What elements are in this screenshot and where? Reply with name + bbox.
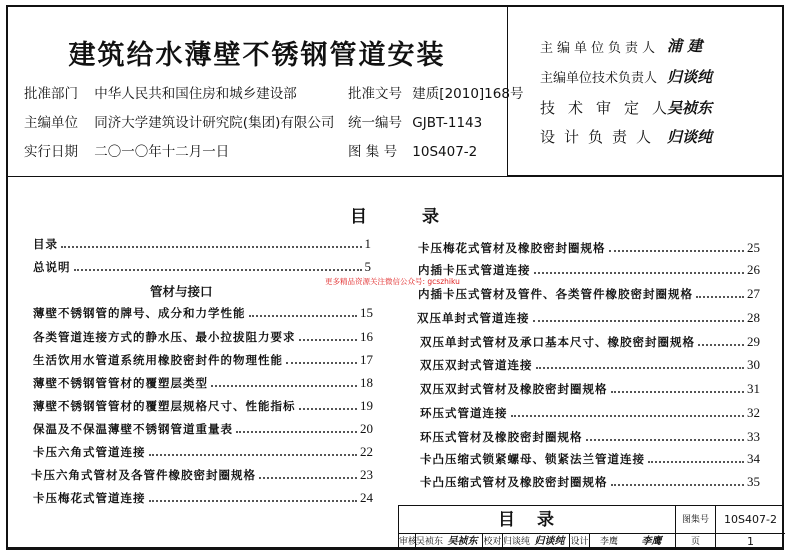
title-block-title: 目录	[399, 506, 676, 534]
watermark-text: 更多精品资源关注微信公众号: gcszhiku	[325, 277, 460, 286]
toc-entry-page: 23	[360, 467, 373, 482]
signature: 浦 建	[667, 37, 703, 55]
toc-entry-page: 15	[360, 305, 373, 320]
design-signature: 李鹰	[628, 534, 676, 550]
leader-dots	[299, 339, 358, 341]
page-label: 页	[676, 534, 716, 550]
toc-entry-title: 总说明	[33, 260, 71, 274]
section-heading-pipes-joints: 管材与接口	[150, 284, 213, 299]
toc-entry[interactable]	[33, 352, 373, 368]
toc-entry-title: 薄壁不锈钢管管材的覆塑层类型	[33, 376, 208, 390]
approval-dept-label: 批准部门	[24, 86, 78, 102]
atlas-no-row	[348, 140, 477, 160]
toc-entry-title: 卡凸压缩式管材及橡胶密封圈规格	[420, 475, 608, 489]
review-name: 吴祯东	[416, 537, 444, 547]
review-signature: 吴祯东	[443, 534, 483, 550]
check-label: 校对	[483, 534, 503, 550]
signature: 归谈纯	[667, 128, 713, 146]
editor-unit-label: 主编单位	[24, 115, 78, 131]
effective-date-label: 实行日期	[24, 144, 78, 160]
toc-entry-page: 25	[747, 240, 760, 255]
design-label: 设计	[570, 534, 590, 550]
toc-entry-page: 20	[360, 421, 373, 436]
toc-entry[interactable]	[418, 240, 760, 256]
approval-no-label: 批准文号	[348, 86, 402, 102]
toc-entry-title: 生活饮用水管道系统用橡胶密封件的物理性能	[33, 353, 283, 367]
header-panel	[6, 5, 524, 177]
leader-dots	[696, 296, 744, 298]
toc-entry-title: 双压单封式管道连接	[417, 311, 530, 325]
toc-heading-right: 录	[422, 207, 439, 227]
leader-dots	[249, 315, 358, 317]
leader-dots	[648, 461, 744, 463]
toc-entry-title: 双压双封式管材及橡胶密封圈规格	[420, 382, 608, 396]
toc-entry-page: 17	[360, 352, 373, 367]
review-label: 审核	[399, 534, 416, 550]
toc-entry[interactable]	[33, 329, 373, 345]
toc-entry[interactable]	[33, 421, 373, 437]
leader-dots	[609, 250, 745, 252]
unified-no-label: 统一编号	[348, 115, 402, 131]
toc-entry-page: 29	[747, 334, 760, 349]
approval-no-value: 建质[2010]168号	[412, 86, 524, 102]
atlas-no-value: 10S407-2	[412, 144, 478, 160]
signature-role: 技术审定人	[540, 99, 681, 117]
leader-dots	[299, 408, 358, 410]
leader-dots	[149, 454, 358, 456]
signature-role: 主编单位技术负责人	[540, 71, 658, 86]
editor-unit-row	[24, 111, 334, 131]
leader-dots	[511, 415, 745, 417]
toc-entry-page: 35	[747, 474, 760, 489]
toc-entry-title: 卡压六角式管材及各管件橡胶密封圈规格	[31, 468, 256, 482]
toc-entry[interactable]	[418, 286, 760, 302]
toc-entry[interactable]	[33, 305, 373, 321]
toc-entry[interactable]	[33, 236, 371, 252]
atlas-no-label: 图 集 号	[348, 144, 398, 160]
effective-date-row	[24, 140, 229, 160]
signature-panel	[507, 5, 784, 177]
atlas-no-value: 10S407-2	[716, 506, 785, 534]
leader-dots	[586, 439, 745, 441]
toc-entry-title: 内插卡压式管道连接	[418, 263, 531, 277]
toc-entry-title: 目录	[33, 237, 58, 251]
toc-entry-page: 19	[360, 398, 373, 413]
toc-entry[interactable]	[420, 429, 760, 445]
signature-role: 设计负责人	[540, 128, 661, 146]
toc-entry-page: 28	[747, 310, 760, 325]
toc-entry-page: 18	[360, 375, 373, 390]
unified-no-row	[348, 111, 482, 131]
toc-entry[interactable]	[33, 259, 371, 275]
toc-entry-page: 33	[747, 429, 760, 444]
page-value: 1	[747, 535, 754, 548]
approval-no-row	[348, 82, 523, 102]
leader-dots	[698, 344, 744, 346]
leader-dots	[211, 385, 357, 387]
leader-dots	[74, 269, 362, 271]
leader-dots	[61, 246, 362, 248]
toc-entry-page: 30	[747, 357, 760, 372]
leader-dots	[611, 391, 745, 393]
toc-entry-page: 16	[360, 329, 373, 344]
toc-entry-title: 卡压梅花式管道连接	[33, 491, 146, 505]
toc-entry[interactable]	[33, 375, 373, 391]
toc-entry-title: 环压式管道连接	[420, 406, 508, 420]
toc-entry[interactable]	[418, 262, 760, 278]
signature: 吴祯东	[667, 99, 713, 117]
toc-entry-title: 薄壁不锈钢管的牌号、成分和力学性能	[33, 306, 246, 320]
toc-entry-page: 34	[747, 451, 760, 466]
toc-entry[interactable]	[420, 474, 760, 490]
editor-unit-value: 同济大学建筑设计研究院(集团)有限公司	[94, 115, 335, 131]
approval-dept-row	[24, 82, 297, 102]
leader-dots	[259, 477, 357, 479]
atlas-no-label: 图集号	[676, 506, 716, 534]
toc-entry[interactable]	[420, 381, 760, 397]
toc-entry-page: 22	[360, 444, 373, 459]
title-block	[398, 505, 784, 550]
toc-entry-page: 27	[747, 286, 760, 301]
toc-entry-title: 卡凸压缩式锁紧螺母、锁紧法兰管道连接	[420, 452, 645, 466]
unified-no-value: GJBT-1143	[412, 115, 483, 131]
signature-role: 主编单位负责人	[540, 41, 660, 56]
leader-dots	[534, 272, 745, 274]
toc-entry-title: 保温及不保温薄壁不锈钢管道重量表	[33, 422, 233, 436]
leader-dots	[611, 484, 745, 486]
toc-entry-title: 薄壁不锈钢管管材的覆塑层规格尺寸、性能指标	[33, 399, 296, 413]
toc-entry[interactable]	[33, 490, 373, 506]
design-name: 李鹰	[599, 537, 618, 547]
check-signature: 归谈纯	[530, 534, 570, 550]
toc-heading-left: 目	[350, 207, 367, 227]
leader-dots	[149, 500, 358, 502]
toc-entry-page: 1	[364, 236, 371, 251]
toc-entry[interactable]	[420, 334, 760, 350]
leader-dots	[236, 431, 357, 433]
toc-entry[interactable]	[417, 310, 760, 326]
toc-entry[interactable]	[420, 357, 760, 373]
toc-entry[interactable]	[420, 451, 760, 467]
signature: 归谈纯	[667, 68, 713, 86]
toc-entry-title: 各类管道连接方式的静水压、最小拉拔阻力要求	[33, 330, 296, 344]
toc-entry[interactable]	[31, 467, 373, 483]
toc-entry-page: 5	[364, 259, 371, 274]
leader-dots	[533, 320, 745, 322]
toc-entry-title: 双压双封式管道连接	[420, 358, 533, 372]
toc-entry[interactable]	[33, 444, 373, 460]
document-title: 建筑给水薄壁不锈钢管道安装	[68, 40, 446, 71]
approval-dept-value: 中华人民共和国住房和城乡建设部	[94, 86, 297, 102]
effective-date-value: 二〇一〇年十二月一日	[94, 144, 230, 160]
toc-entry-title: 环压式管材及橡胶密封圈规格	[420, 430, 583, 444]
toc-entry-title: 内插卡压式管材及管件、各类管件橡胶密封圈规格	[418, 287, 693, 301]
toc-entry-page: 31	[747, 381, 760, 396]
toc-entry-title: 卡压六角式管道连接	[33, 445, 146, 459]
toc-entry[interactable]	[33, 398, 373, 414]
toc-entry-page: 26	[747, 262, 760, 277]
toc-entry-page: 32	[747, 405, 760, 420]
leader-dots	[286, 362, 357, 364]
toc-entry-title: 卡压梅花式管材及橡胶密封圈规格	[418, 241, 606, 255]
toc-entry[interactable]	[420, 405, 760, 421]
leader-dots	[536, 367, 745, 369]
toc-entry-page: 24	[360, 490, 373, 505]
toc-entry-title: 双压单封式管材及承口基本尺寸、橡胶密封圈规格	[420, 335, 695, 349]
check-name: 归谈纯	[503, 537, 531, 547]
